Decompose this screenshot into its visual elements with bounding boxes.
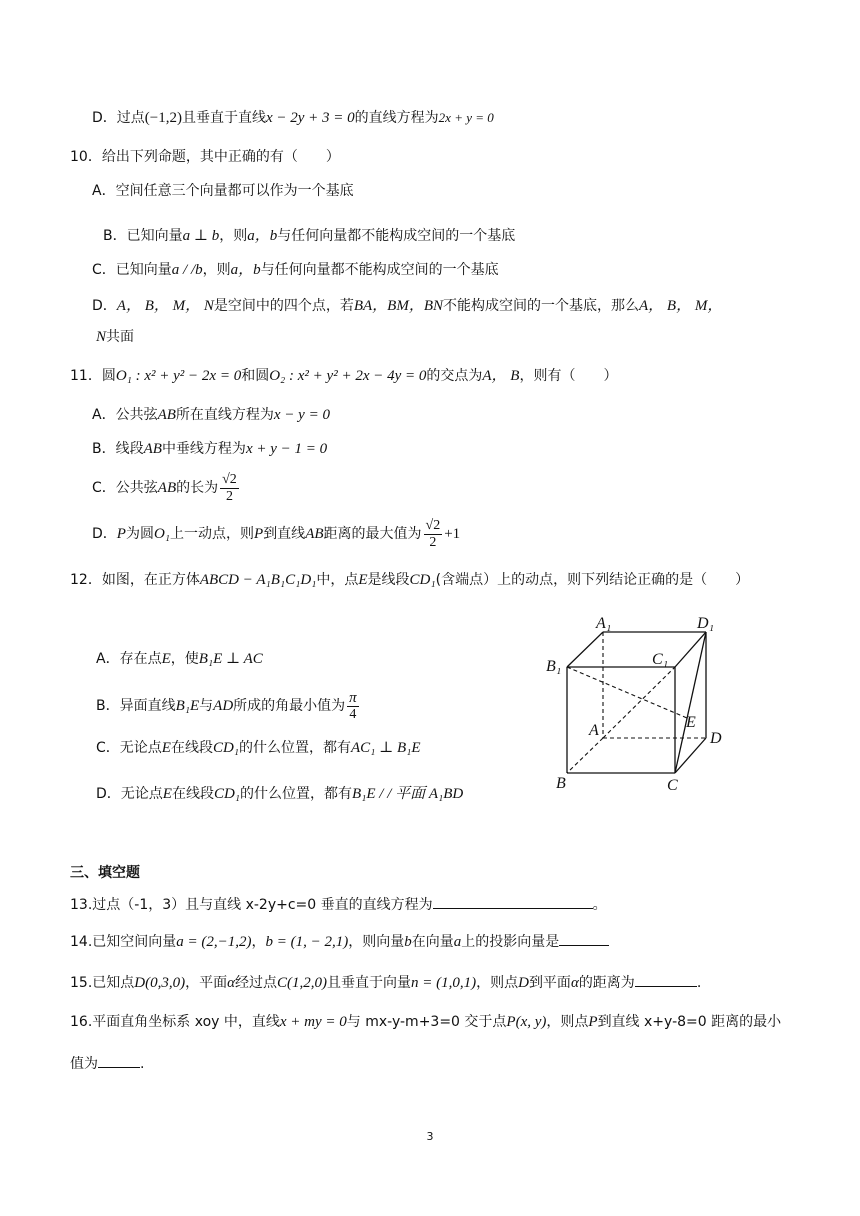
- fraction: $\frac{\pi}{4}$: [349, 689, 357, 722]
- q11-option-d: D．P为圆O₁上一动点，则P到直线AB距离的最大值为 $\frac{√2}{2}$ +1: [92, 517, 461, 550]
- q14: 14.已知空间向量a = (2,−1,2)，b = (1, − 2,1)，则向量b在向量a上的投影向量是: [70, 929, 609, 952]
- edge-b1-a1: [567, 632, 603, 667]
- q12-option-c: C．无论点E在线段CD₁的什么位置，都有AC₁ ⊥ B₁E: [96, 740, 421, 756]
- edge-a-b: [567, 738, 603, 773]
- q12-option-d: D．无论点E在线段CD₁的什么位置，都有B₁E / / 平面 A₁BD: [96, 786, 464, 802]
- q13: 13.过点（-1，3）且与直线 x-2y+c=0 垂直的直线方程为 。: [70, 892, 607, 915]
- q16: 16.平面直角坐标系 xoy 中，直线x + my = 0与 mx-y-m+3=0 交于点P(x, y)，则点P到直线 x+y-8=0 距离的最小: [70, 1014, 782, 1030]
- q11-option-b: B．线段AB中垂线方程为x + y − 1 = 0: [92, 441, 328, 457]
- q15: 15.已知点D(0,3,0)，平面α经过点C(1,2,0)且垂直于向量n = (1,0,1)，则点D到平面α的距离为 .: [70, 970, 701, 993]
- page-number: 3: [426, 1130, 434, 1143]
- q12-option-a: A．存在点E，使B₁E ⊥ AC: [96, 651, 263, 667]
- q10-option-b: B．已知向量a ⊥ b，则a，b与任何向量都不能构成空间的一个基底: [103, 228, 516, 244]
- q11-option-a: A．公共弦AB所在直线方程为x − y = 0: [92, 407, 330, 423]
- label-a1: A₁: [596, 615, 612, 632]
- label-d1: D₁: [697, 615, 715, 632]
- q12-stem: 12．如图，在正方体ABCD − A₁B₁C₁D₁中，点E是线段CD₁(含端点）上的动点，则下列结论正确的是（ ）: [70, 572, 750, 588]
- q9-option-d: D．过点(−1,2)且垂直于直线x − 2y + 3 = 0的直线方程为2x + y = 0: [92, 110, 494, 126]
- q10-option-d: D．A， B， M， N是空间中的四个点，若BA，BM，BN不能构成空间的一个基底，那么A， B， M，: [92, 298, 723, 314]
- label-c1: C₁: [652, 651, 669, 668]
- answer-blank[interactable]: [98, 1051, 140, 1068]
- q10-option-c: C．已知向量a / /b，则a，b与任何向量都不能构成空间的一个基底: [92, 262, 499, 278]
- edge-d-c: [675, 738, 706, 773]
- q11-stem: 11．圆O₁ : x² + y² − 2x = 0和圆O₂ : x² + y² + 2x − 4y = 0的交点为A， B，则有（ ）: [70, 368, 618, 384]
- label-b: B: [556, 775, 566, 792]
- q10-stem: 10．给出下列命题，其中正确的有（ ）: [70, 149, 340, 165]
- answer-blank[interactable]: [559, 929, 609, 946]
- edge-c1-d1: [675, 632, 706, 667]
- segment-a-c1: [603, 667, 675, 738]
- answer-blank[interactable]: [635, 970, 697, 987]
- fraction: $\frac{√2}{2}$: [222, 471, 237, 504]
- q10-option-d-cont: N共面: [96, 329, 135, 345]
- q10-option-a: A．空间任意三个向量都可以作为一个基底: [92, 183, 354, 199]
- q12-option-b: B．异面直线B₁E与AD所成的角最小值为 $\frac{\pi}{4}$: [96, 689, 357, 722]
- q11-option-c: C．公共弦AB的长为 $\frac{√2}{2}$: [92, 471, 237, 504]
- label-e: E: [686, 714, 696, 731]
- fraction: $\frac{√2}{2}$: [425, 517, 441, 550]
- label-d: D: [710, 730, 722, 747]
- section-title: 三、填空题: [70, 865, 140, 881]
- answer-blank[interactable]: [433, 892, 593, 909]
- q16-cont: 值为 .: [70, 1051, 144, 1074]
- edge-d1-c: [675, 632, 706, 773]
- segment-b1-e: [567, 667, 687, 718]
- label-c: C: [667, 777, 678, 794]
- label-a: A: [589, 722, 599, 739]
- label-b1: B₁: [546, 658, 562, 675]
